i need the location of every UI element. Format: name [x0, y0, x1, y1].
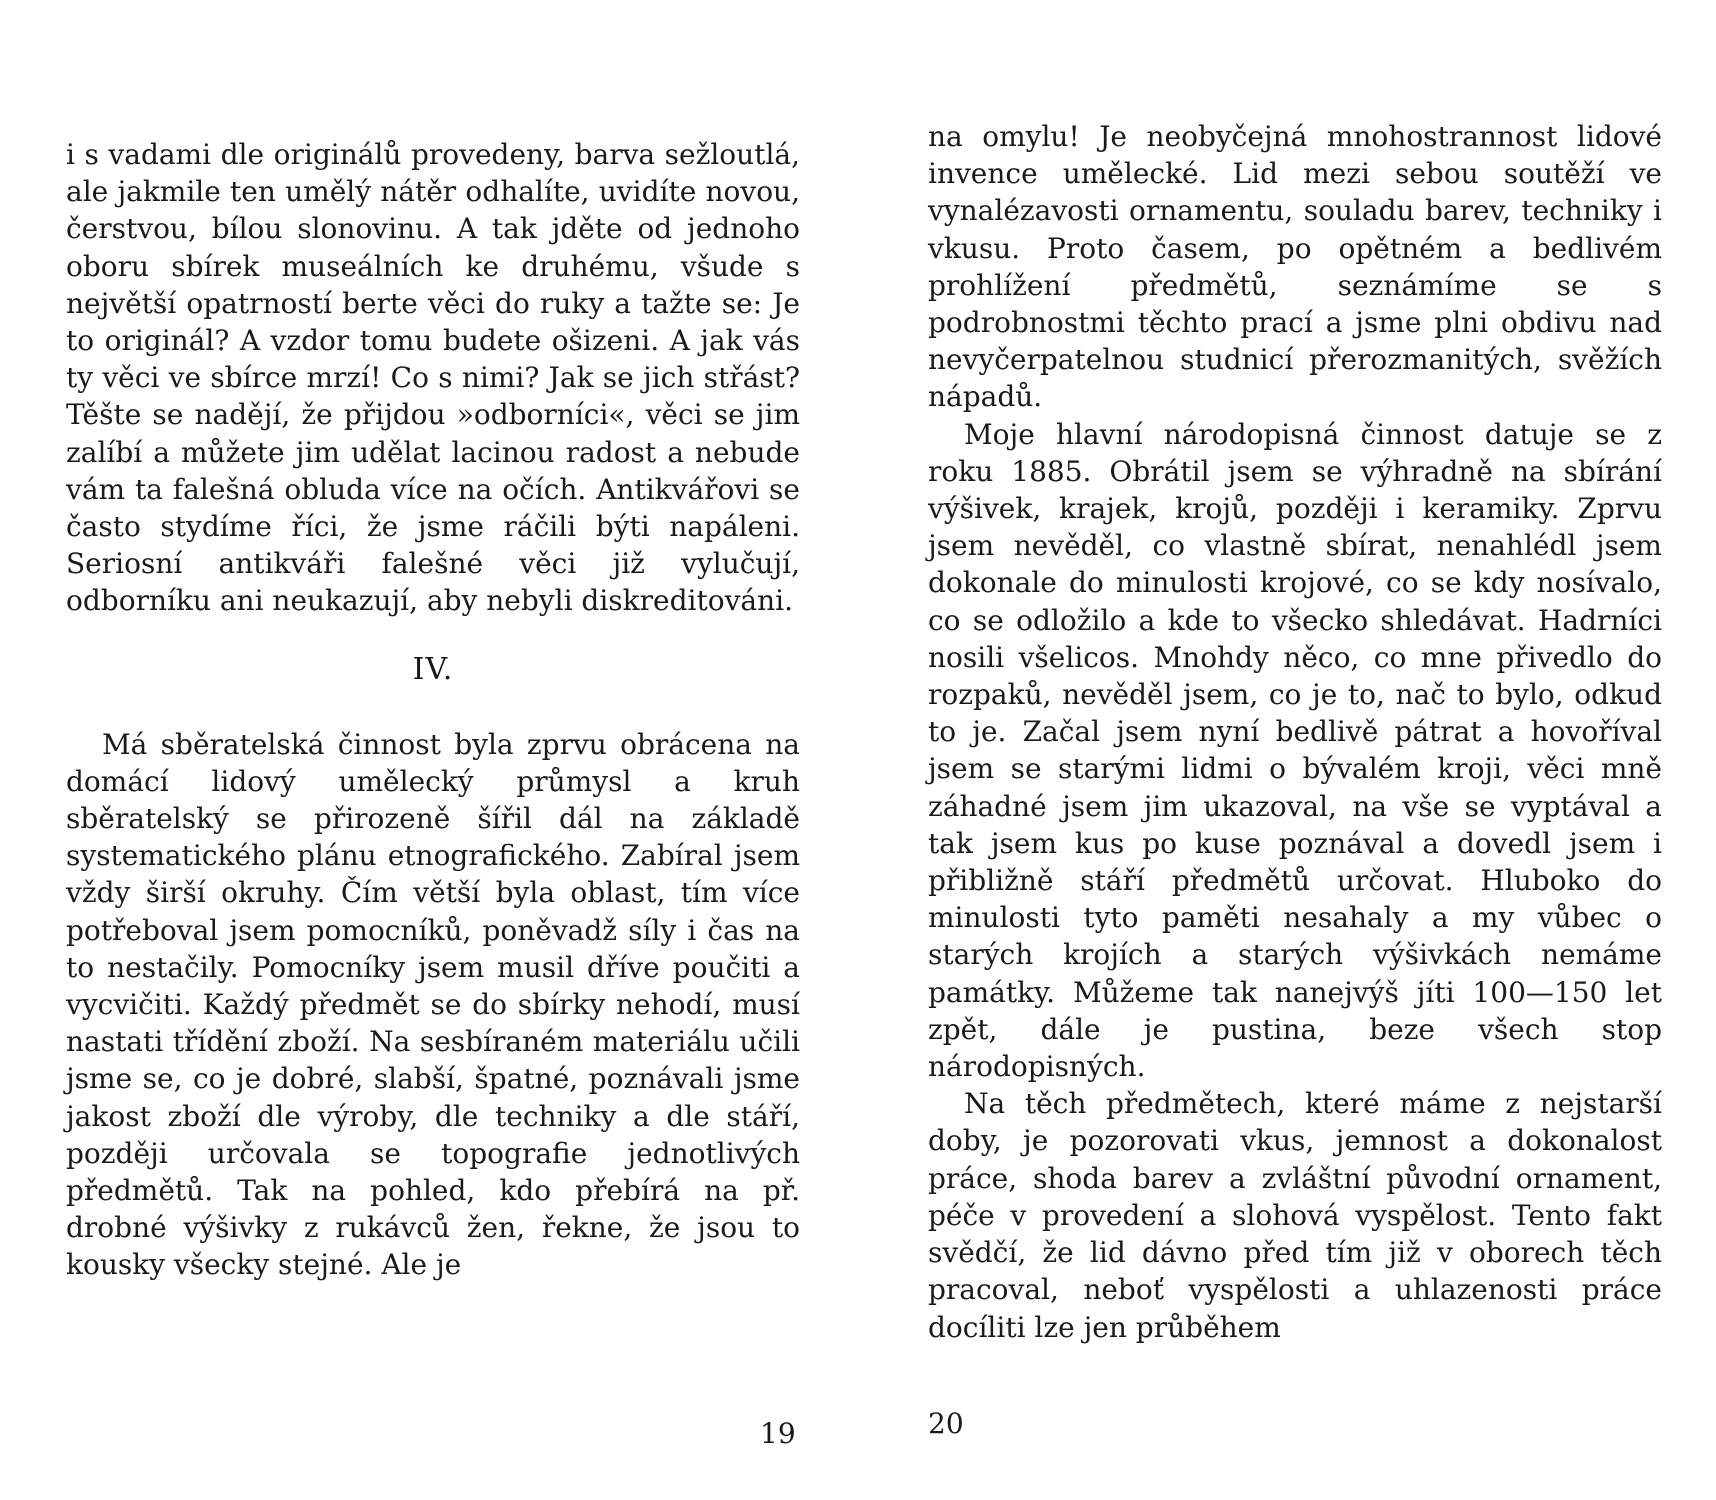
right-paragraph-2: Moje hlavní národopisná činnost datuje se z roku 1885. Obrátil jsem se výhradně na sbírání výšivek, krajek, krojů, později i keramiky. Zprvu jsem nevěděl, co vlastně sbírat, nenahlédl jsem dokonale do minulosti krojové, co se kdy nosívalo, co se odložilo a kde to všecko shledávat. Hadrníci nosili všelicos. Mnohdy něco, co mne přivedlo do rozpaků, nevěděl jsem, co je to, nač to bylo, odkud to je. Začal jsem nyní bedlivě pátrat a hovoříval jsem se starými lidmi o bývalém kroji, věci mně záhadné jsem jim ukazoval, na vše se vyptával a tak jsem kus po kuse poznával a dovedl jsem i přibližně stáří předmětů určovat. Hluboko do minulosti tyto paměti nesahaly a my vůbec o starých krojích a starých výšivkách nemáme památky. Můžeme tak nanejvýš jíti 100—150 let zpět, dále je pustina, beze všech stop národopisných.: [928, 417, 1662, 1084]
right-paragraph-1: na omylu! Je neobyčejná mnohostrannost lidové invence umělecké. Lid mezi sebou soutěží ve vynalézavosti ornamentu, souladu barev, techniky i vkusu. Proto časem, po opětném a bedlivém prohlížení předmětů, seznámíme se s podrobnostmi těchto prací a jsme plni obdivu nad nevyčerpatelnou studnicí přerozmanitých, svěžích nápadů.: [928, 120, 1662, 414]
page-number-left: 19: [760, 1417, 796, 1450]
right-text-column: [928, 118, 1662, 1346]
left-paragraph-2: Má sběratelská činnost byla zprvu obrácena na domácí lidový umělecký průmysl a kruh sběratelský se přirozeně šířil dál na základě systematického plánu etnografického. Zabíral jsem vždy širší okruhy. Čím větší byla oblast, tím více potřeboval jsem pomocníků, poněvadž síly i čas na to nestačily. Pomocníky jsem musil dříve poučiti a vycvičiti. Každý předmět se do sbírky nehodí, musí nastati třídění zboží. Na sesbíraném materiálu učili jsme se, co je dobré, slabší, špatné, poznávali jsme jakost zboží dle výroby, dle techniky a dle stáří, později určovala se topografie jednotlivých předmětů. Tak na pohled, kdo přebírá na př. drobné výšivky z rukávců žen, řekne, že jsou to kousky všecky stejné. Ale je: [66, 727, 800, 1282]
left-paragraph-1: i s vadami dle originálů provedeny, barva sežloutlá, ale jakmile ten umělý nátěr odhalíte, uvidíte novou, čerstvou, bílou slonovinu. A tak jděte od jednoho oboru sbírek museálních ke druhému, všude s největší opatrností berte věci do ruky a tažte se: Je to originál? A vzdor tomu budete ošizeni. A jak vás ty věci ve sbírce mrzí! Co s nimi? Jak se jich střást? Těšte se nadějí, že přijdou »odborníci«, věci se jim zalíbí a můžete jim udělat lacinou radost a nebude vám ta falešná obluda více na očích. Antikvářovi se často stydíme říci, že jsme ráčili býti napáleni. Seriosní antikváři falešné věci již vylučují, odborníku ani neukazují, aby nebyli diskreditováni.: [66, 138, 800, 618]
section-heading: IV.: [412, 651, 454, 687]
left-text-column: [66, 136, 800, 1284]
page-number-right: 20: [928, 1407, 964, 1440]
right-paragraph-3: Na těch předmětech, které máme z nejstarší doby, je pozorovati vkus, jemnost a dokonalost práce, shoda barev a zvláštní původní ornament, péče v provedení a slohová vyspělost. Tento fakt svědčí, že lid dávno před tím již v oborech těch pracoval, neboť vyspělosti a uhlazenosti práce docíliti lze jen průběhem: [928, 1087, 1662, 1344]
right-page: [858, 0, 1716, 1500]
